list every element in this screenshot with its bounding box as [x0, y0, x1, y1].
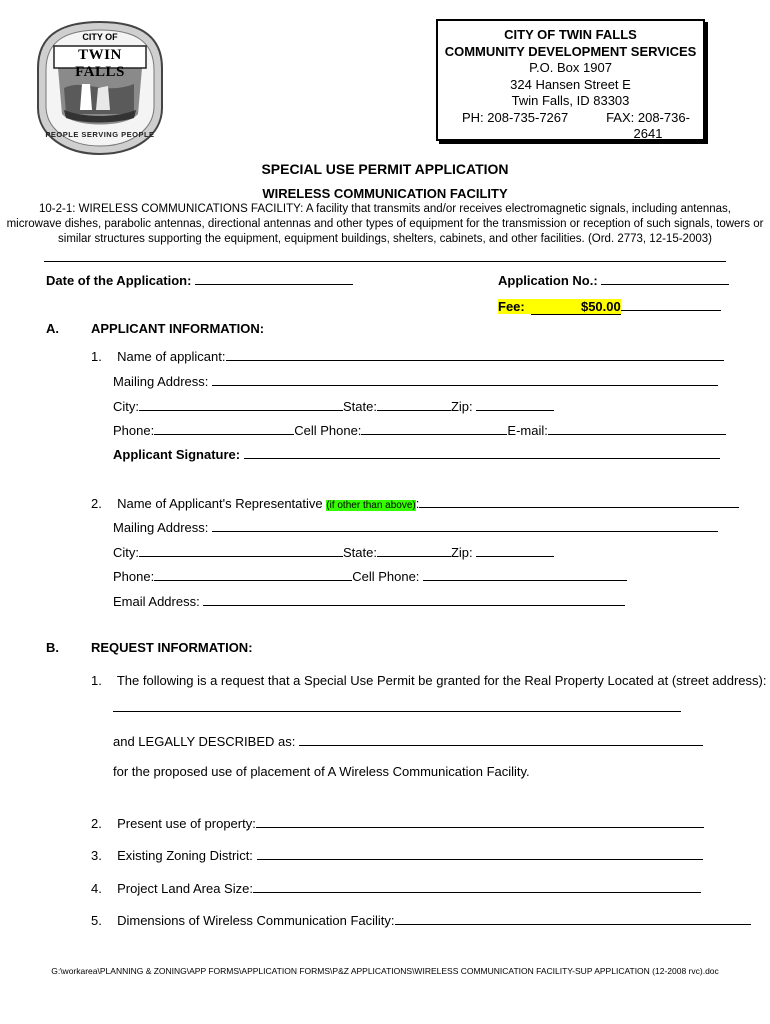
cell-phone-2-label: Cell Phone: [352, 569, 420, 584]
zoning-row [91, 845, 703, 863]
application-no-label: Application No.: [498, 273, 598, 288]
state-input[interactable] [377, 396, 451, 411]
state-label: State: [343, 399, 377, 414]
item-number: 1. [91, 349, 102, 364]
header-city-state: Twin Falls, ID 83303 [511, 93, 630, 108]
mailing-address-label: Mailing Address: [113, 374, 209, 389]
footer-file-path: G:\workarea\PLANNING & ZONING\APP FORMS\APPLICATION FORMS\P&Z APPLICATIONS\WIRELESS COMMUNICATION FACILITY-SUP APPLICATION (12-2008 rvc).doc [51, 966, 719, 976]
city-2-label: City: [113, 545, 139, 560]
legal-description-row [113, 731, 703, 749]
state-2-input[interactable] [377, 542, 451, 557]
phone-2-row [113, 566, 627, 584]
present-use-row [91, 813, 704, 831]
email-label: E-mail: [507, 423, 548, 438]
request-row [91, 673, 766, 688]
zip-label: Zip: [450, 399, 473, 414]
mailing-address-row [113, 371, 718, 389]
application-no-field [498, 270, 729, 288]
legal-description-label: and LEGALLY DESCRIBED as: [113, 734, 296, 749]
definition-text [0, 202, 770, 247]
item-number: 4. [91, 881, 102, 896]
logo-city-of: CITY OF [82, 32, 118, 42]
phone-2-input[interactable] [154, 566, 352, 581]
mailing-address-2-row [113, 517, 718, 535]
email-2-label: Email Address: [113, 594, 200, 609]
land-area-label: Project Land Area Size: [117, 881, 253, 896]
zoning-input[interactable] [257, 845, 703, 860]
section-b-letter: B. [46, 640, 59, 655]
item-number: 2. [91, 496, 102, 511]
land-area-input[interactable] [253, 878, 701, 893]
item-number: 2. [91, 816, 102, 831]
land-area-row [91, 878, 701, 896]
header-phone: PH: 208-735-7267 [462, 109, 569, 125]
header-fax: FAX: 208-736-2641 [606, 109, 690, 141]
date-input[interactable] [195, 270, 353, 285]
date-field [46, 270, 353, 288]
signature-row [113, 444, 720, 462]
application-no-input[interactable] [601, 270, 729, 285]
address-box [436, 19, 705, 141]
phone-row [113, 420, 726, 438]
item-number: 5. [91, 913, 102, 928]
email-2-input[interactable] [203, 591, 625, 606]
if-other-than-above-note: (if other than above) [326, 500, 416, 511]
phone-label: Phone: [113, 423, 155, 438]
phone-input[interactable] [154, 420, 294, 435]
definition-line: 10-2-1: WIRELESS COMMUNICATIONS FACILITY: A facility that transmits and/or receives electromagnetic signals, including antennas, [39, 203, 731, 215]
definition-line: microwave dishes, parabolic antennas, directional antennas and other types of equipment for the transmission or reception of such signals, towers or [6, 218, 764, 230]
city-state-zip-2-row [113, 542, 554, 560]
applicant-name-input[interactable] [226, 346, 724, 361]
zip-input[interactable] [476, 396, 554, 411]
city-state-zip-row [113, 396, 554, 414]
header-po-box: P.O. Box 1907 [529, 60, 612, 75]
street-address-input[interactable] [113, 711, 681, 712]
email-input[interactable] [548, 420, 726, 435]
divider [44, 261, 726, 262]
page-subtitle: WIRELESS COMMUNICATION FACILITY [262, 186, 508, 201]
section-a-heading: APPLICANT INFORMATION: [91, 321, 265, 336]
mailing-address-2-input[interactable] [212, 517, 718, 532]
city-label: City: [113, 399, 139, 414]
zip-2-label: Zip: [450, 545, 473, 560]
city-input[interactable] [139, 396, 343, 411]
mailing-address-2-label: Mailing Address: [113, 520, 209, 535]
signature-label: Applicant Signature: [113, 447, 241, 462]
state-2-label: State: [343, 545, 377, 560]
date-label: Date of the Application: [46, 273, 192, 288]
phone-2-label: Phone: [113, 569, 155, 584]
city-2-input[interactable] [139, 542, 343, 557]
page-title: SPECIAL USE PERMIT APPLICATION [261, 161, 509, 177]
dimensions-input[interactable] [395, 910, 751, 925]
logo-twin-falls: TWIN FALLS [75, 47, 125, 80]
city-logo [34, 18, 166, 158]
header-city: CITY OF TWIN FALLS [504, 27, 637, 42]
applicant-name-row [91, 346, 724, 364]
dimensions-label: Dimensions of Wireless Communication Facility: [117, 913, 395, 928]
representative-input[interactable] [419, 493, 739, 508]
cell-phone-label: Cell Phone: [294, 423, 362, 438]
proposed-use-text: for the proposed use of placement of A Wireless Communication Facility. [113, 764, 530, 779]
fee-field [498, 296, 721, 315]
header-department: COMMUNITY DEVELOPMENT SERVICES [444, 43, 697, 59]
fee-label: Fee: [498, 299, 531, 314]
representative-colon: : [415, 496, 420, 511]
request-text: The following is a request that a Special Use Permit be granted for the Real Property Located at (street address): [116, 673, 767, 688]
email-2-row [113, 591, 625, 609]
logo-ring-text: PEOPLE SERVING PEOPLE [45, 130, 155, 139]
dimensions-row [91, 910, 751, 928]
legal-description-input[interactable] [299, 731, 703, 746]
signature-input[interactable] [244, 444, 720, 459]
present-use-input[interactable] [256, 813, 704, 828]
mailing-address-input[interactable] [212, 371, 718, 386]
section-a-letter: A. [46, 321, 59, 336]
cell-phone-2-input[interactable] [423, 566, 627, 581]
item-number: 3. [91, 848, 102, 863]
fee-value: $50.00 [531, 299, 621, 315]
representative-row [91, 493, 739, 511]
definition-line: similar structures supporting the equipment, equipment buildings, shelters, cabinets, and other facilities. (Ord. 2773, 12-15-2003) [58, 233, 712, 245]
applicant-name-label: Name of applicant: [117, 349, 226, 364]
present-use-label: Present use of property: [117, 816, 256, 831]
item-number: 1. [91, 673, 102, 688]
zip-2-input[interactable] [476, 542, 554, 557]
representative-label: Name of Applicant's Representative [117, 496, 323, 511]
cell-phone-input[interactable] [361, 420, 507, 435]
zoning-label: Existing Zoning District: [117, 848, 253, 863]
fee-input[interactable] [621, 296, 721, 311]
header-street: 324 Hansen Street E [510, 76, 631, 92]
section-b-heading: REQUEST INFORMATION: [91, 640, 253, 655]
